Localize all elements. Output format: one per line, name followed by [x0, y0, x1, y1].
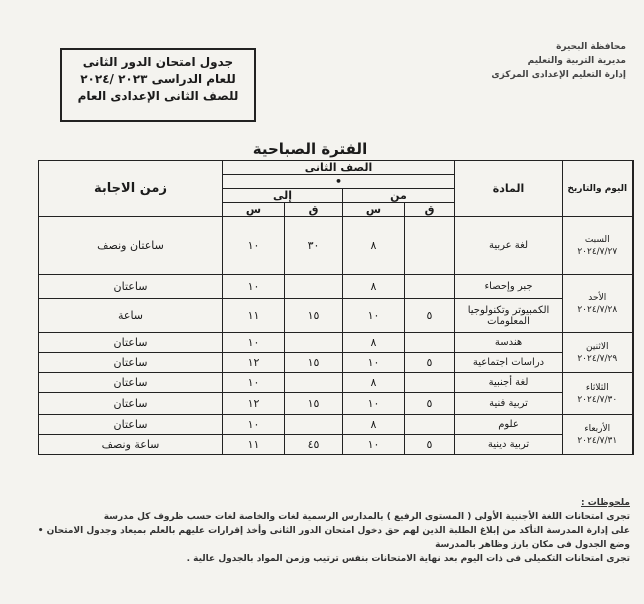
to-min-cell: ١٥ — [285, 299, 343, 333]
from-hour-cell: ٨ — [343, 373, 405, 393]
from-min-cell: ٥ — [405, 299, 455, 333]
day-name: الأربعاء — [584, 423, 611, 434]
schedule-table — [38, 160, 634, 455]
notes-heading: ملحوظات : — [580, 498, 630, 508]
from-hour-cell: ١٠ — [343, 435, 405, 455]
note-item: تجرى امتحانات التكميلى فى ذات اليوم بعد نهاية الامتحانات بنفس ترتيب وزمن المواد بالجدول عالية . — [186, 554, 630, 564]
from-min-cell: ٥ — [405, 435, 455, 455]
day-cell — [563, 415, 633, 455]
duration-cell: ساعتان — [39, 353, 223, 373]
day-name: الاثنين — [586, 341, 609, 352]
to-header: إلى — [223, 189, 343, 203]
to-min-cell: ٣٠ — [285, 217, 343, 275]
col-header-subject: المادة — [455, 161, 563, 217]
from-min-cell: ٥ — [405, 393, 455, 415]
to-min-cell: ١٥ — [285, 393, 343, 415]
to-hour-cell: ١٢ — [223, 353, 285, 373]
subject-cell: جبر وإحصاء — [455, 275, 563, 299]
title-line: جدول امتحان الدور الثانى — [82, 55, 234, 69]
to-hour-header: س — [223, 203, 285, 217]
from-hour-cell: ٨ — [343, 333, 405, 353]
table-row — [39, 373, 633, 393]
to-min-cell: ٤٥ — [285, 435, 343, 455]
note-item: تجرى امتحانات اللغة الأجنبية الأولى ( المستوى الرفيع ) بالمدارس الرسمية لغات والخاصة لغات حسب ظروف كل مدرسة — [103, 512, 630, 522]
table-row — [39, 333, 633, 353]
day-date: ٢٠٢٤/٧/٢٩ — [577, 353, 618, 364]
from-min-cell — [405, 415, 455, 435]
from-min-cell — [405, 275, 455, 299]
from-min-cell — [405, 217, 455, 275]
to-hour-cell: ١٠ — [223, 333, 285, 353]
from-hour-cell: ١٠ — [343, 393, 405, 415]
subject-cell: علوم — [455, 415, 563, 435]
day-name: الأحد — [588, 292, 607, 303]
note-item: على إدارة المدرسة التأكد من إبلاغ الطلبة الذين لهم حق دخول امتحان الدور الثانى وأخذ إقرارات عليهم بالعلم بميعاد وجدول الامتحان • — [37, 526, 630, 536]
to-min-cell — [285, 373, 343, 393]
subject-cell: تربية دينية — [455, 435, 563, 455]
grade-header: الصف الثانى — [223, 161, 455, 175]
schedule-title-box — [60, 48, 256, 122]
table-row — [39, 217, 633, 275]
to-hour-cell: ١٠ — [223, 275, 285, 299]
to-hour-cell: ١٠ — [223, 217, 285, 275]
day-cell — [563, 275, 633, 333]
title-line: للصف الثانى الإعدادى العام — [77, 89, 239, 103]
duration-cell: ساعة — [39, 299, 223, 333]
from-hour-header: س — [343, 203, 405, 217]
period-title: الفترة الصباحية — [252, 140, 368, 158]
day-cell — [563, 333, 633, 373]
to-hour-cell: ١٢ — [223, 393, 285, 415]
from-header: من — [343, 189, 455, 203]
subject-cell: الكمبيوتر وتكنولوجيا المعلومات — [455, 299, 563, 333]
table-row — [39, 435, 633, 455]
day-date: ٢٠٢٤/٧/٣٠ — [577, 394, 618, 405]
table-row — [39, 353, 633, 373]
duration-cell: ساعتان — [39, 393, 223, 415]
day-date: ٢٠٢٤/٧/٣١ — [577, 435, 618, 446]
from-hour-cell: ٨ — [343, 415, 405, 435]
notes-section — [30, 496, 630, 566]
duration-cell: ساعتان — [39, 373, 223, 393]
authority-line: مديرية التربية والتعليم — [527, 56, 626, 66]
to-hour-cell: ١٠ — [223, 373, 285, 393]
subject-cell: لغة عربية — [455, 217, 563, 275]
subject-cell: لغة أجنبية — [455, 373, 563, 393]
to-min-cell: ١٥ — [285, 353, 343, 373]
subject-cell: هندسة — [455, 333, 563, 353]
day-name: الثلاثاء — [585, 382, 609, 393]
col-header-day: اليوم والتاريخ — [563, 161, 633, 217]
day-name: السبت — [584, 234, 610, 245]
day-cell — [563, 217, 633, 275]
from-hour-cell: ١٠ — [343, 353, 405, 373]
table-row — [39, 299, 633, 333]
from-min-header: ق — [405, 203, 455, 217]
to-hour-cell: ١٠ — [223, 415, 285, 435]
subject-cell: دراسات اجتماعية — [455, 353, 563, 373]
note-item: وضع الجدول فى مكان بارز وظاهر بالمدرسة — [435, 540, 630, 550]
duration-cell: ساعتان ونصف — [39, 217, 223, 275]
duration-cell: ساعتان — [39, 333, 223, 353]
authority-line: محافظة البحيرة — [556, 42, 626, 52]
table-row — [39, 275, 633, 299]
from-hour-cell: ٨ — [343, 217, 405, 275]
col-header-duration: زمن الاجابة — [39, 161, 223, 217]
from-hour-cell: ٨ — [343, 275, 405, 299]
dot-marker: • — [223, 175, 455, 189]
authority-line: إدارة التعليم الإعدادى المركزى — [491, 70, 626, 80]
to-hour-cell: ١١ — [223, 435, 285, 455]
duration-cell: ساعة ونصف — [39, 435, 223, 455]
table-row — [39, 415, 633, 435]
day-date: ٢٠٢٤/٧/٢٨ — [577, 304, 618, 315]
duration-cell: ساعتان — [39, 275, 223, 299]
to-hour-cell: ١١ — [223, 299, 285, 333]
to-min-cell — [285, 333, 343, 353]
issuing-authority — [476, 40, 626, 82]
duration-cell: ساعتان — [39, 415, 223, 435]
day-cell — [563, 373, 633, 415]
from-min-cell — [405, 333, 455, 353]
from-min-cell: ٥ — [405, 353, 455, 373]
subject-cell: تربية فنية — [455, 393, 563, 415]
to-min-header: ق — [285, 203, 343, 217]
from-min-cell — [405, 373, 455, 393]
to-min-cell — [285, 275, 343, 299]
table-row — [39, 393, 633, 415]
title-line: للعام الدراسى ٢٠٢٣ /٢٠٢٤ — [80, 72, 236, 86]
to-min-cell — [285, 415, 343, 435]
day-date: ٢٠٢٤/٧/٢٧ — [577, 246, 618, 257]
from-hour-cell: ١٠ — [343, 299, 405, 333]
